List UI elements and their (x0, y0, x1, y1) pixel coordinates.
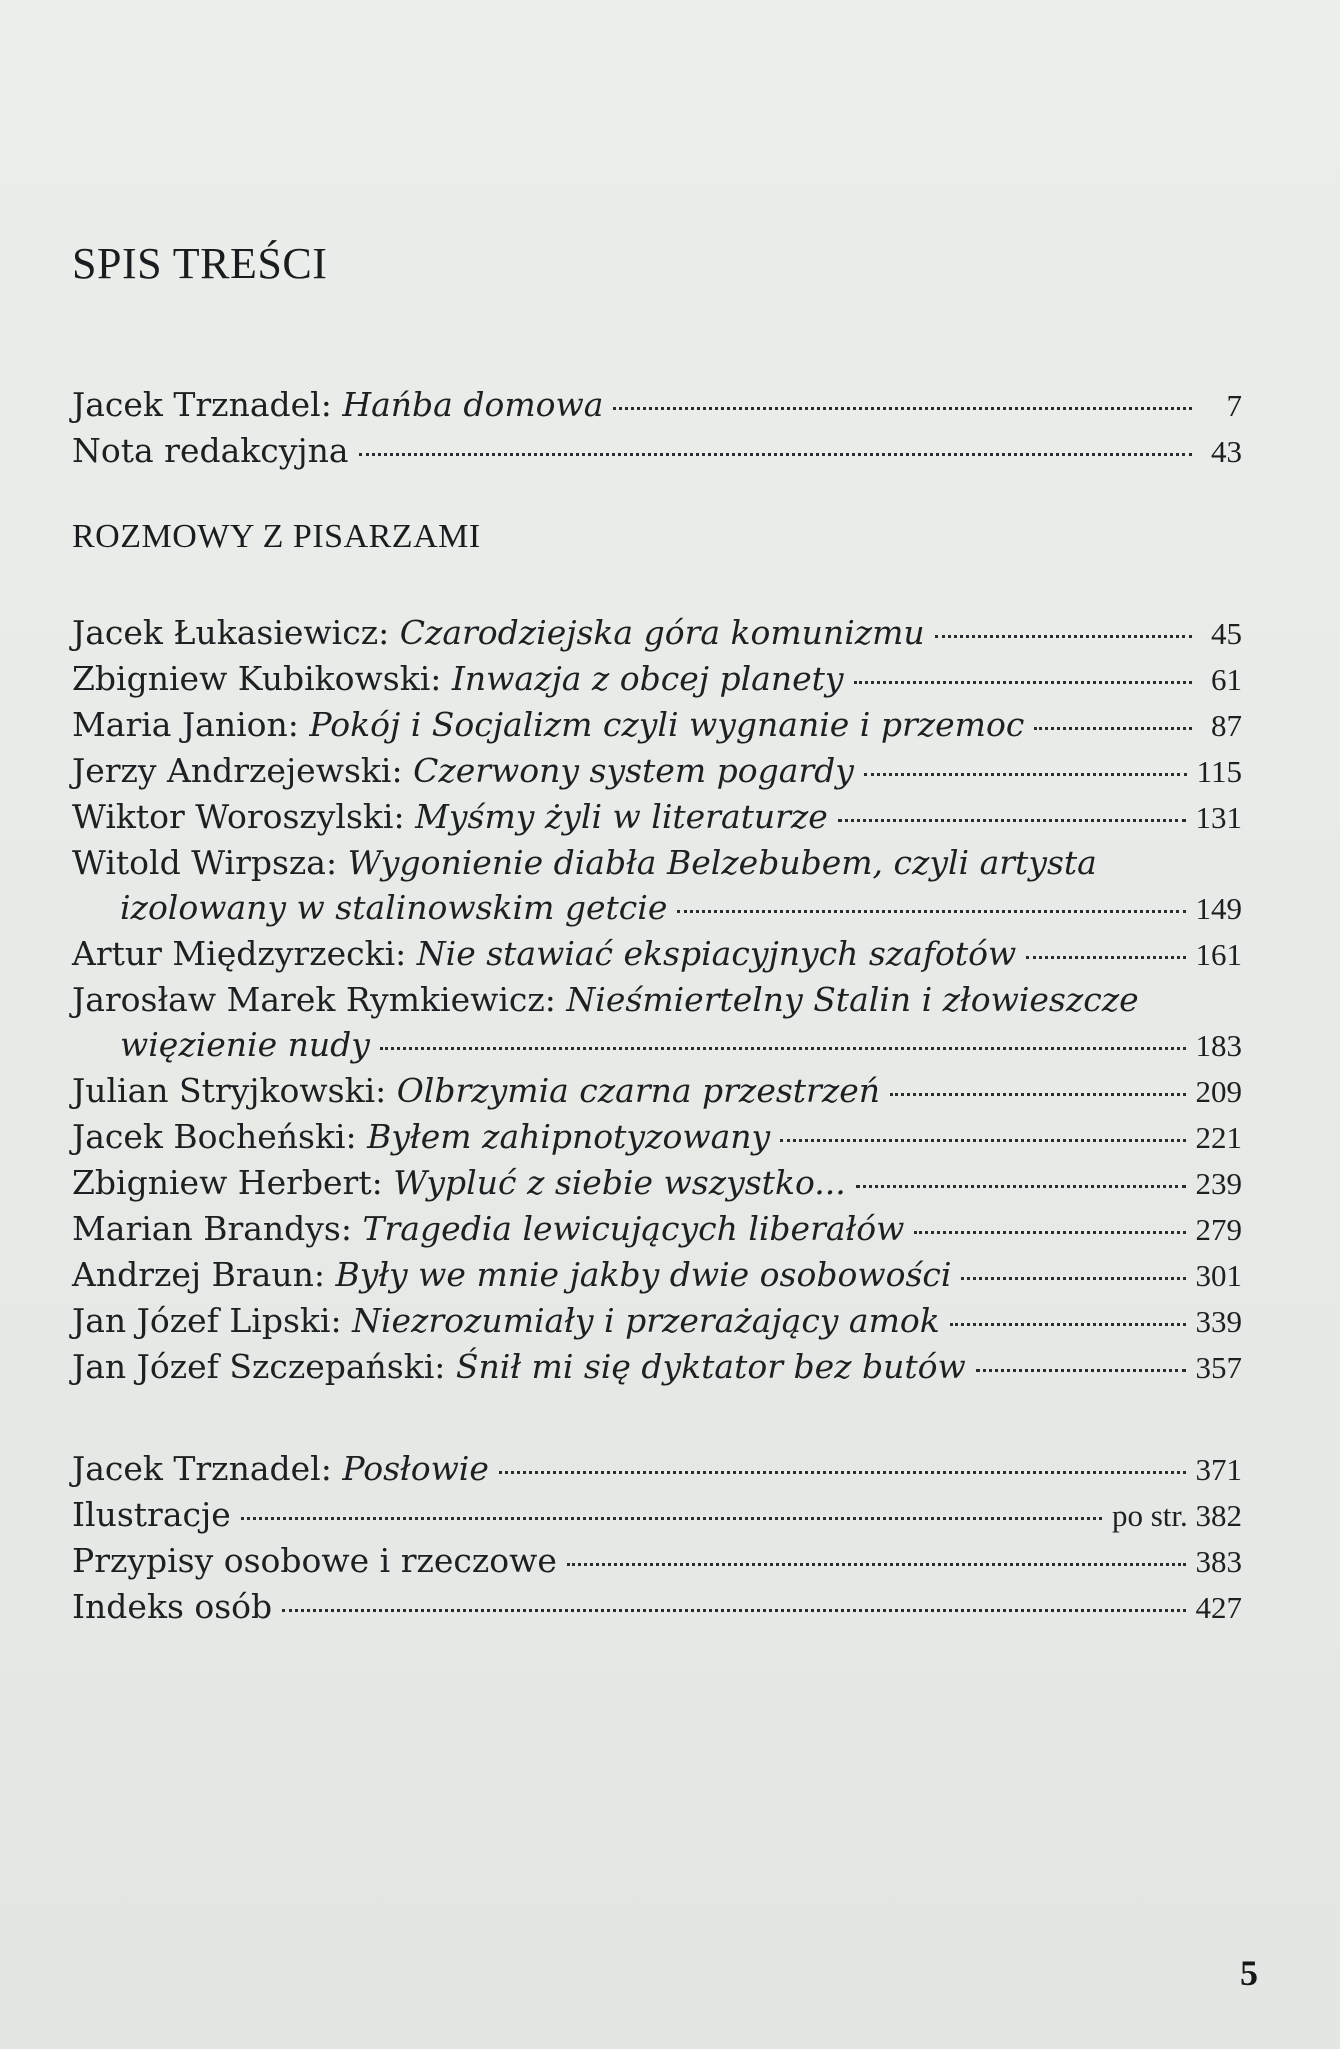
entry-page: 45 (1211, 616, 1242, 651)
entry-author: Maria Janion: (72, 705, 299, 744)
toc-entry (72, 931, 1242, 977)
entry-page: 279 (1195, 1212, 1242, 1247)
entry-page: 61 (1211, 662, 1242, 697)
entry-author: Jacek Łukasiewicz: (72, 613, 390, 652)
toc-entry (72, 977, 1242, 1068)
toc-heading: SPIS TREŚCI (72, 239, 328, 288)
entry-title: Były we mnie jakby dwie osobowości (335, 1255, 952, 1294)
dot-leader (380, 1047, 1186, 1050)
dot-leader (567, 1563, 1186, 1566)
entry-title-continued: więzienie nudy (120, 1025, 370, 1064)
entry-author: Nota redakcyjna (72, 431, 349, 470)
entry-page: 161 (1195, 937, 1242, 972)
dot-leader (950, 1323, 1186, 1326)
entry-author: Julian Stryjkowski: (72, 1071, 387, 1110)
entry-title: Hańba domowa (342, 385, 604, 424)
dot-leader (935, 635, 1192, 638)
entry-page: 209 (1195, 1074, 1242, 1109)
toc-entry (72, 1160, 1242, 1206)
entry-author: Jarosław Marek Rymkiewicz: (72, 980, 556, 1019)
entry-title: Inwazja z obcej planety (451, 659, 844, 698)
entry-author: Jerzy Andrzejewski: (72, 751, 403, 790)
entry-title: Śnił mi się dyktator bez butów (455, 1347, 966, 1386)
back-matter-entries (72, 1446, 1242, 1630)
interview-entries (72, 610, 1242, 1390)
dot-leader (613, 407, 1192, 410)
entry-page: 43 (1211, 434, 1242, 469)
entry-title: Niezrozumiały i przerażający amok (352, 1301, 940, 1340)
dot-leader (976, 1369, 1186, 1372)
toc-entry (72, 1584, 1242, 1630)
entry-author: Ilustracje (72, 1495, 231, 1534)
entry-page: 221 (1195, 1120, 1242, 1155)
dot-leader (838, 819, 1186, 822)
entry-title: Nie stawiać ekspiacyjnych szafotów (416, 934, 1017, 973)
entry-author: Witold Wirpsza: (72, 843, 338, 882)
intro-entries (72, 382, 1242, 474)
entry-author: Jan Józef Szczepański: (72, 1347, 446, 1386)
entry-title: Nieśmiertelny Stalin i złowieszcze (566, 980, 1139, 1019)
entry-author: Wiktor Woroszylski: (72, 797, 405, 836)
toc-entry (72, 794, 1242, 840)
entry-page: 301 (1195, 1258, 1242, 1293)
entry-author: Zbigniew Herbert: (72, 1163, 383, 1202)
toc-entry (72, 702, 1242, 748)
entry-title: Pokój i Socjalizm czyli wygnanie i przemoc (309, 705, 1025, 744)
entry-title: Czerwony system pogardy (413, 751, 854, 790)
dot-leader (854, 681, 1192, 684)
entry-author: Jacek Trznadel: (72, 385, 332, 424)
dot-leader (241, 1517, 1102, 1520)
dot-leader (359, 453, 1192, 456)
toc-entry (72, 656, 1242, 702)
entry-page: 7 (1226, 388, 1242, 423)
entry-author: Zbigniew Kubikowski: (72, 659, 442, 698)
entry-page: 339 (1195, 1304, 1242, 1339)
dot-leader (856, 1185, 1186, 1188)
toc-entry (72, 1114, 1242, 1160)
toc-entry (72, 1252, 1242, 1298)
toc-entry (72, 1492, 1242, 1538)
dot-leader (499, 1471, 1186, 1474)
dot-leader (677, 910, 1185, 913)
entry-title: Posłowie (342, 1449, 489, 1488)
entry-title: Olbrzymia czarna przestrzeń (396, 1071, 880, 1110)
toc-entry (72, 610, 1242, 656)
entry-page: po str. 382 (1111, 1498, 1242, 1533)
dot-leader (282, 1609, 1185, 1612)
toc-entry (72, 428, 1242, 474)
toc-entry (72, 1068, 1242, 1114)
entry-title: Byłem zahipnotyzowany (367, 1117, 771, 1156)
entry-page: 383 (1195, 1544, 1242, 1579)
entry-page: 371 (1195, 1452, 1242, 1487)
page-number: 5 (1240, 1953, 1258, 1993)
entry-title-continued: izolowany w stalinowskim getcie (120, 888, 668, 927)
entry-title: Myśmy żyli w literaturze (415, 797, 828, 836)
toc-entry (72, 840, 1242, 931)
entry-title: Czarodziejska góra komunizmu (399, 613, 925, 652)
toc-entry (72, 1538, 1242, 1584)
section-heading: ROZMOWY Z PISARZAMI (72, 518, 481, 555)
entry-page: 239 (1195, 1166, 1242, 1201)
toc-entry (72, 1206, 1242, 1252)
entry-page: 357 (1195, 1350, 1242, 1385)
entry-page: 427 (1195, 1590, 1242, 1625)
entry-author: Indeks osób (72, 1587, 273, 1626)
entry-author: Jacek Trznadel: (72, 1449, 332, 1488)
dot-leader (1026, 956, 1185, 959)
toc-entry (72, 748, 1242, 794)
dot-leader (864, 773, 1187, 776)
toc-entry (72, 1344, 1242, 1390)
entry-page: 131 (1195, 800, 1242, 835)
entry-author: Artur Międzyrzecki: (72, 934, 407, 973)
entry-title: Tragedia lewicujących liberałów (362, 1209, 905, 1248)
entry-author: Jacek Bocheński: (72, 1117, 357, 1156)
entry-title: Wygonienie diabła Belzebubem, czyli artysta (347, 843, 1097, 882)
entry-title: Wypluć z siebie wszystko... (393, 1163, 846, 1202)
dot-leader (780, 1139, 1185, 1142)
dot-leader (890, 1093, 1186, 1096)
dot-leader (961, 1277, 1185, 1280)
entry-page: 115 (1196, 754, 1242, 789)
dot-leader (914, 1231, 1185, 1234)
toc-entry (72, 1446, 1242, 1492)
dot-leader (1034, 727, 1192, 730)
entry-author: Jan Józef Lipski: (72, 1301, 342, 1340)
entry-page: 183 (1195, 1028, 1242, 1063)
entry-author: Andrzej Braun: (72, 1255, 325, 1294)
entry-page: 87 (1211, 708, 1242, 743)
toc-entry (72, 382, 1242, 428)
toc-entry (72, 1298, 1242, 1344)
entry-page: 149 (1195, 891, 1242, 926)
entry-author: Marian Brandys: (72, 1209, 352, 1248)
entry-author: Przypisy osobowe i rzeczowe (72, 1541, 557, 1580)
